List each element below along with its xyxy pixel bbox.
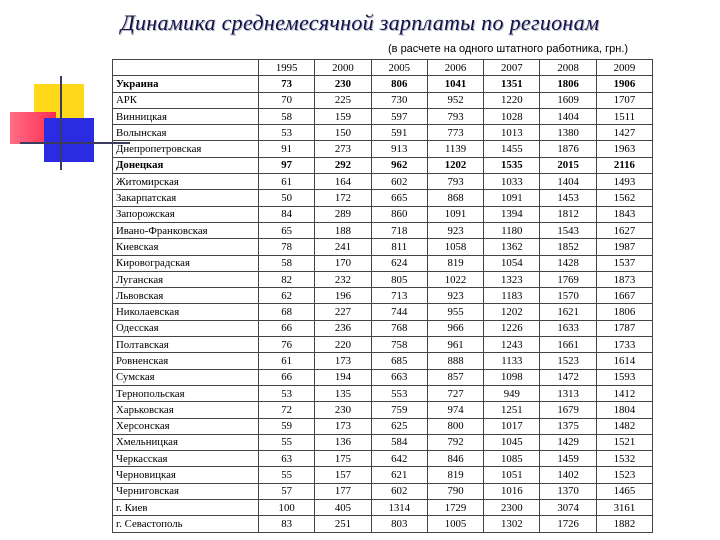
region-name-cell: Одесская xyxy=(113,320,259,336)
salary-value-cell: 2015 xyxy=(540,157,596,173)
salary-value-cell: 136 xyxy=(315,434,371,450)
salary-value-cell: 196 xyxy=(315,288,371,304)
salary-value-cell: 1729 xyxy=(427,500,483,516)
salary-value-cell: 289 xyxy=(315,206,371,222)
table-row xyxy=(113,174,653,190)
salary-value-cell: 1375 xyxy=(540,418,596,434)
salary-value-cell: 68 xyxy=(259,304,315,320)
table-header-row xyxy=(113,60,653,76)
salary-value-cell: 1627 xyxy=(596,222,652,238)
salary-value-cell: 66 xyxy=(259,369,315,385)
salary-value-cell: 793 xyxy=(427,174,483,190)
table-row xyxy=(113,206,653,222)
salary-value-cell: 1523 xyxy=(540,353,596,369)
salary-value-cell: 1022 xyxy=(427,271,483,287)
salary-value-cell: 790 xyxy=(427,483,483,499)
region-name-cell: Полтавская xyxy=(113,337,259,353)
salary-value-cell: 405 xyxy=(315,500,371,516)
salary-value-cell: 602 xyxy=(371,174,427,190)
salary-value-cell: 811 xyxy=(371,239,427,255)
salary-value-cell: 2300 xyxy=(484,500,540,516)
salary-value-cell: 758 xyxy=(371,337,427,353)
salary-value-cell: 1139 xyxy=(427,141,483,157)
region-name-cell: г. Севастополь xyxy=(113,516,259,532)
salary-value-cell: 1013 xyxy=(484,125,540,141)
table-row xyxy=(113,255,653,271)
table-row xyxy=(113,157,653,173)
region-name-cell: Луганская xyxy=(113,271,259,287)
salary-value-cell: 597 xyxy=(371,108,427,124)
salary-value-cell: 1482 xyxy=(596,418,652,434)
salary-value-cell: 1876 xyxy=(540,141,596,157)
salary-value-cell: 1133 xyxy=(484,353,540,369)
salary-value-cell: 58 xyxy=(259,255,315,271)
salary-value-cell: 1806 xyxy=(540,76,596,92)
salary-value-cell: 177 xyxy=(315,483,371,499)
salary-value-cell: 913 xyxy=(371,141,427,157)
salary-value-cell: 1562 xyxy=(596,190,652,206)
salary-value-cell: 642 xyxy=(371,451,427,467)
salary-value-cell: 97 xyxy=(259,157,315,173)
salary-value-cell: 952 xyxy=(427,92,483,108)
salary-value-cell: 173 xyxy=(315,353,371,369)
salary-value-cell: 1427 xyxy=(596,125,652,141)
salary-value-cell: 1220 xyxy=(484,92,540,108)
salary-value-cell: 663 xyxy=(371,369,427,385)
salary-value-cell: 1543 xyxy=(540,222,596,238)
header-year: 2000 xyxy=(315,60,371,76)
salary-value-cell: 1806 xyxy=(596,304,652,320)
salary-value-cell: 1493 xyxy=(596,174,652,190)
header-year: 2006 xyxy=(427,60,483,76)
salary-value-cell: 1016 xyxy=(484,483,540,499)
salary-value-cell: 1098 xyxy=(484,369,540,385)
salary-value-cell: 718 xyxy=(371,222,427,238)
table-body xyxy=(113,76,653,532)
salary-value-cell: 55 xyxy=(259,434,315,450)
salary-value-cell: 966 xyxy=(427,320,483,336)
salary-value-cell: 1570 xyxy=(540,288,596,304)
salary-value-cell: 1609 xyxy=(540,92,596,108)
salary-value-cell: 164 xyxy=(315,174,371,190)
salary-value-cell: 3161 xyxy=(596,500,652,516)
salary-value-cell: 1787 xyxy=(596,320,652,336)
salary-value-cell: 857 xyxy=(427,369,483,385)
salary-value-cell: 1402 xyxy=(540,467,596,483)
salary-value-cell: 230 xyxy=(315,402,371,418)
salary-value-cell: 55 xyxy=(259,467,315,483)
table-row xyxy=(113,239,653,255)
slide-title: Динамика среднемесячной зарплаты по регионам xyxy=(120,10,600,35)
salary-table-container xyxy=(112,59,652,533)
salary-value-cell: 1251 xyxy=(484,402,540,418)
table-row xyxy=(113,451,653,467)
table-row xyxy=(113,337,653,353)
salary-value-cell: 1511 xyxy=(596,108,652,124)
salary-value-cell: 665 xyxy=(371,190,427,206)
salary-value-cell: 819 xyxy=(427,255,483,271)
salary-value-cell: 1091 xyxy=(427,206,483,222)
region-name-cell: Херсонская xyxy=(113,418,259,434)
salary-value-cell: 768 xyxy=(371,320,427,336)
salary-value-cell: 1051 xyxy=(484,467,540,483)
salary-value-cell: 62 xyxy=(259,288,315,304)
table-row xyxy=(113,271,653,287)
table-row xyxy=(113,288,653,304)
salary-value-cell: 1661 xyxy=(540,337,596,353)
salary-value-cell: 923 xyxy=(427,222,483,238)
header-year: 2008 xyxy=(540,60,596,76)
salary-value-cell: 553 xyxy=(371,385,427,401)
region-name-cell: Тернопольская xyxy=(113,385,259,401)
salary-value-cell: 1633 xyxy=(540,320,596,336)
salary-value-cell: 1667 xyxy=(596,288,652,304)
salary-value-cell: 955 xyxy=(427,304,483,320)
salary-value-cell: 1226 xyxy=(484,320,540,336)
salary-value-cell: 1362 xyxy=(484,239,540,255)
salary-value-cell: 923 xyxy=(427,288,483,304)
salary-value-cell: 157 xyxy=(315,467,371,483)
region-name-cell: Ивано-Франковская xyxy=(113,222,259,238)
header-year: 2005 xyxy=(371,60,427,76)
salary-value-cell: 1412 xyxy=(596,385,652,401)
salary-value-cell: 220 xyxy=(315,337,371,353)
table-row xyxy=(113,418,653,434)
salary-value-cell: 1532 xyxy=(596,451,652,467)
salary-value-cell: 1041 xyxy=(427,76,483,92)
salary-value-cell: 1614 xyxy=(596,353,652,369)
salary-value-cell: 241 xyxy=(315,239,371,255)
table-row xyxy=(113,108,653,124)
salary-value-cell: 1380 xyxy=(540,125,596,141)
salary-value-cell: 1804 xyxy=(596,402,652,418)
salary-value-cell: 53 xyxy=(259,125,315,141)
table-row xyxy=(113,190,653,206)
salary-value-cell: 1459 xyxy=(540,451,596,467)
salary-value-cell: 159 xyxy=(315,108,371,124)
salary-value-cell: 1091 xyxy=(484,190,540,206)
salary-value-cell: 1428 xyxy=(540,255,596,271)
table-row xyxy=(113,434,653,450)
header-year: 2009 xyxy=(596,60,652,76)
region-name-cell: Киевская xyxy=(113,239,259,255)
region-name-cell: Николаевская xyxy=(113,304,259,320)
salary-value-cell: 1054 xyxy=(484,255,540,271)
salary-value-cell: 1404 xyxy=(540,108,596,124)
region-name-cell: Сумская xyxy=(113,369,259,385)
table-row xyxy=(113,76,653,92)
salary-value-cell: 1202 xyxy=(484,304,540,320)
header-year: 2007 xyxy=(484,60,540,76)
region-name-cell: АРК xyxy=(113,92,259,108)
salary-value-cell: 194 xyxy=(315,369,371,385)
salary-value-cell: 1404 xyxy=(540,174,596,190)
salary-value-cell: 1843 xyxy=(596,206,652,222)
salary-value-cell: 1593 xyxy=(596,369,652,385)
salary-value-cell: 1769 xyxy=(540,271,596,287)
decor-vertical-line xyxy=(60,76,62,170)
salary-value-cell: 1523 xyxy=(596,467,652,483)
salary-value-cell: 621 xyxy=(371,467,427,483)
salary-value-cell: 1707 xyxy=(596,92,652,108)
salary-value-cell: 591 xyxy=(371,125,427,141)
salary-value-cell: 625 xyxy=(371,418,427,434)
region-name-cell: Запорожская xyxy=(113,206,259,222)
salary-value-cell: 61 xyxy=(259,353,315,369)
region-name-cell: Черкасская xyxy=(113,451,259,467)
region-name-cell: Закарпатская xyxy=(113,190,259,206)
salary-value-cell: 59 xyxy=(259,418,315,434)
salary-value-cell: 1323 xyxy=(484,271,540,287)
table-row xyxy=(113,353,653,369)
salary-table xyxy=(112,59,653,533)
salary-value-cell: 1033 xyxy=(484,174,540,190)
table-row xyxy=(113,402,653,418)
region-name-cell: Хмельницкая xyxy=(113,434,259,450)
salary-value-cell: 1085 xyxy=(484,451,540,467)
table-row xyxy=(113,320,653,336)
salary-value-cell: 806 xyxy=(371,76,427,92)
header-year: 1995 xyxy=(259,60,315,76)
salary-value-cell: 773 xyxy=(427,125,483,141)
salary-value-cell: 2116 xyxy=(596,157,652,173)
salary-value-cell: 1058 xyxy=(427,239,483,255)
table-row xyxy=(113,92,653,108)
salary-value-cell: 82 xyxy=(259,271,315,287)
salary-value-cell: 72 xyxy=(259,402,315,418)
region-name-cell: Винницкая xyxy=(113,108,259,124)
salary-value-cell: 173 xyxy=(315,418,371,434)
salary-value-cell: 83 xyxy=(259,516,315,532)
salary-value-cell: 292 xyxy=(315,157,371,173)
salary-value-cell: 227 xyxy=(315,304,371,320)
salary-value-cell: 1370 xyxy=(540,483,596,499)
salary-value-cell: 1621 xyxy=(540,304,596,320)
salary-value-cell: 846 xyxy=(427,451,483,467)
salary-value-cell: 1314 xyxy=(371,500,427,516)
salary-value-cell: 1535 xyxy=(484,157,540,173)
salary-value-cell: 236 xyxy=(315,320,371,336)
region-name-cell: Волынская xyxy=(113,125,259,141)
salary-value-cell: 78 xyxy=(259,239,315,255)
salary-value-cell: 100 xyxy=(259,500,315,516)
salary-value-cell: 1873 xyxy=(596,271,652,287)
salary-value-cell: 961 xyxy=(427,337,483,353)
salary-value-cell: 1180 xyxy=(484,222,540,238)
salary-value-cell: 584 xyxy=(371,434,427,450)
salary-value-cell: 175 xyxy=(315,451,371,467)
salary-value-cell: 792 xyxy=(427,434,483,450)
salary-value-cell: 805 xyxy=(371,271,427,287)
salary-value-cell: 793 xyxy=(427,108,483,124)
salary-value-cell: 1472 xyxy=(540,369,596,385)
region-name-cell: Черниговская xyxy=(113,483,259,499)
salary-value-cell: 188 xyxy=(315,222,371,238)
salary-value-cell: 744 xyxy=(371,304,427,320)
salary-value-cell: 1521 xyxy=(596,434,652,450)
salary-value-cell: 84 xyxy=(259,206,315,222)
salary-value-cell: 602 xyxy=(371,483,427,499)
region-name-cell: Львовская xyxy=(113,288,259,304)
salary-value-cell: 1183 xyxy=(484,288,540,304)
salary-value-cell: 1852 xyxy=(540,239,596,255)
salary-value-cell: 1906 xyxy=(596,76,652,92)
region-name-cell: Черновицкая xyxy=(113,467,259,483)
salary-value-cell: 3074 xyxy=(540,500,596,516)
table-row xyxy=(113,222,653,238)
table-subtitle: (в расчете на одного штатного работника, грн.) xyxy=(388,43,629,55)
salary-value-cell: 273 xyxy=(315,141,371,157)
salary-value-cell: 1726 xyxy=(540,516,596,532)
table-row xyxy=(113,125,653,141)
salary-value-cell: 1465 xyxy=(596,483,652,499)
salary-value-cell: 170 xyxy=(315,255,371,271)
salary-value-cell: 1394 xyxy=(484,206,540,222)
salary-value-cell: 50 xyxy=(259,190,315,206)
salary-value-cell: 53 xyxy=(259,385,315,401)
table-row xyxy=(113,500,653,516)
salary-value-cell: 63 xyxy=(259,451,315,467)
salary-value-cell: 1679 xyxy=(540,402,596,418)
salary-value-cell: 150 xyxy=(315,125,371,141)
salary-value-cell: 730 xyxy=(371,92,427,108)
salary-value-cell: 1302 xyxy=(484,516,540,532)
salary-value-cell: 76 xyxy=(259,337,315,353)
region-name-cell: Днепропетровская xyxy=(113,141,259,157)
salary-value-cell: 1005 xyxy=(427,516,483,532)
salary-value-cell: 1812 xyxy=(540,206,596,222)
salary-value-cell: 1963 xyxy=(596,141,652,157)
salary-value-cell: 1017 xyxy=(484,418,540,434)
header-region xyxy=(113,60,259,76)
salary-value-cell: 962 xyxy=(371,157,427,173)
salary-value-cell: 1243 xyxy=(484,337,540,353)
salary-value-cell: 225 xyxy=(315,92,371,108)
salary-value-cell: 888 xyxy=(427,353,483,369)
salary-value-cell: 1455 xyxy=(484,141,540,157)
salary-value-cell: 860 xyxy=(371,206,427,222)
salary-value-cell: 1313 xyxy=(540,385,596,401)
salary-value-cell: 974 xyxy=(427,402,483,418)
salary-value-cell: 803 xyxy=(371,516,427,532)
salary-value-cell: 1882 xyxy=(596,516,652,532)
region-name-cell: Житомирская xyxy=(113,174,259,190)
table-row xyxy=(113,483,653,499)
region-name-cell: Украина xyxy=(113,76,259,92)
salary-value-cell: 1045 xyxy=(484,434,540,450)
region-name-cell: г. Киев xyxy=(113,500,259,516)
salary-value-cell: 868 xyxy=(427,190,483,206)
salary-value-cell: 1351 xyxy=(484,76,540,92)
salary-value-cell: 1537 xyxy=(596,255,652,271)
table-row xyxy=(113,385,653,401)
table-row xyxy=(113,516,653,532)
salary-value-cell: 624 xyxy=(371,255,427,271)
salary-value-cell: 70 xyxy=(259,92,315,108)
salary-value-cell: 949 xyxy=(484,385,540,401)
salary-value-cell: 57 xyxy=(259,483,315,499)
salary-value-cell: 800 xyxy=(427,418,483,434)
salary-value-cell: 1202 xyxy=(427,157,483,173)
salary-value-cell: 73 xyxy=(259,76,315,92)
table-row xyxy=(113,369,653,385)
decor-blue-square xyxy=(44,118,94,162)
salary-value-cell: 65 xyxy=(259,222,315,238)
salary-value-cell: 1733 xyxy=(596,337,652,353)
salary-value-cell: 172 xyxy=(315,190,371,206)
salary-value-cell: 759 xyxy=(371,402,427,418)
table-row xyxy=(113,467,653,483)
region-name-cell: Харьковская xyxy=(113,402,259,418)
salary-value-cell: 66 xyxy=(259,320,315,336)
salary-value-cell: 91 xyxy=(259,141,315,157)
salary-value-cell: 61 xyxy=(259,174,315,190)
salary-value-cell: 685 xyxy=(371,353,427,369)
region-name-cell: Донецкая xyxy=(113,157,259,173)
salary-value-cell: 135 xyxy=(315,385,371,401)
salary-value-cell: 819 xyxy=(427,467,483,483)
salary-value-cell: 251 xyxy=(315,516,371,532)
salary-value-cell: 1987 xyxy=(596,239,652,255)
salary-value-cell: 713 xyxy=(371,288,427,304)
region-name-cell: Кировоградская xyxy=(113,255,259,271)
salary-value-cell: 727 xyxy=(427,385,483,401)
salary-value-cell: 232 xyxy=(315,271,371,287)
salary-value-cell: 1453 xyxy=(540,190,596,206)
table-row xyxy=(113,304,653,320)
salary-value-cell: 1028 xyxy=(484,108,540,124)
region-name-cell: Ровненская xyxy=(113,353,259,369)
salary-value-cell: 58 xyxy=(259,108,315,124)
salary-value-cell: 1429 xyxy=(540,434,596,450)
salary-value-cell: 230 xyxy=(315,76,371,92)
table-row xyxy=(113,141,653,157)
